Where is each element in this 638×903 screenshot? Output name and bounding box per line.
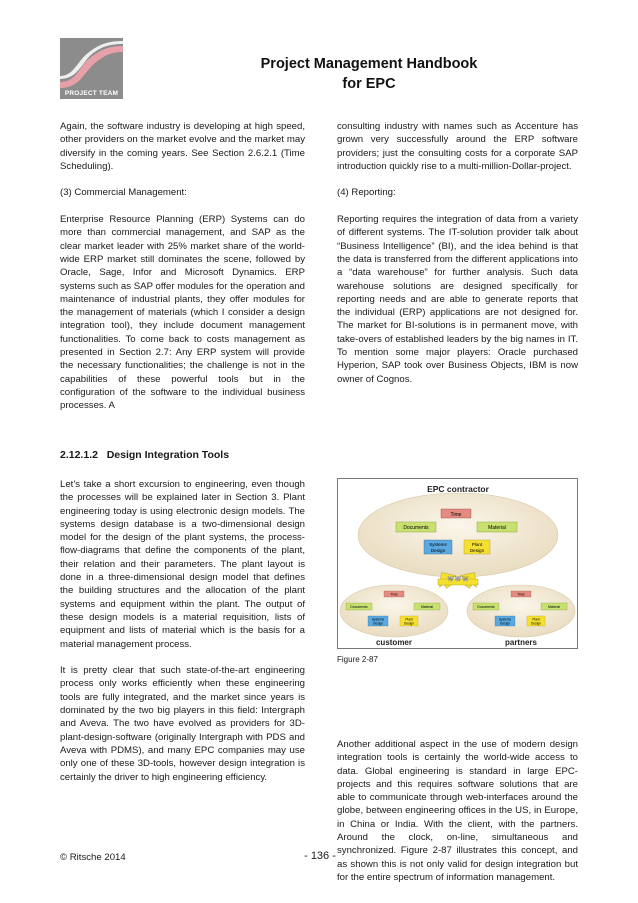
customer-systems-label-1: Systems xyxy=(371,617,385,622)
partners-label: partners xyxy=(504,638,538,647)
customer-systems-label-2: Design xyxy=(373,621,383,626)
logo-graphic xyxy=(60,38,123,89)
paragraph: It is pretty clear that such state-of-the-art engineering process only works efficiently when these engineering tools are fully integrated, and the market since years is dominated by the two big players in this field: Intergraph and Aveva. The two have evolved as providers for 3D-plant-design-software (originally Intergraph with PDS and Aveva with PDMS), and many EPC companies may use only one of these 3D-tools, however design integration is certainly the driver to high engineering efficiency. xyxy=(60,665,305,783)
figure-epc-diagram xyxy=(337,478,578,649)
plant-label-2: Design xyxy=(469,548,485,553)
paragraph: consulting industry with names such as Accenture has grown very successfully around the ERP software providers; just the consulting costs for a corporate SAP introduction quickly rise to a multi-million-Dollar-project. xyxy=(337,121,578,172)
customer-plant-label-2: Design xyxy=(404,621,414,626)
www-label: W W W xyxy=(447,577,469,583)
customer-time-label: Time xyxy=(390,592,398,597)
copyright: © Ritsche 2014 xyxy=(60,852,126,863)
page-number: - 136 - xyxy=(304,850,336,862)
partners-systems-label-2: Design xyxy=(500,621,510,626)
paragraph: Another additional aspect in the use of modern design integration tools is certainly the world-wide access to data. Global engineering is standard in large EPC-projects and this requires software solutions that are able to communicate through web-interfaces around the globe, between engineering offices in the US, in Europe, in China or India. With the client, with the partners. Around the clock, on-line, simultaneous and synchronized. Figure 2-87 illustrates this concept, and as shown this is not only valid for design integration but for the entire spectrum of information management. xyxy=(337,739,578,883)
paragraph: (4) Reporting: xyxy=(337,187,396,199)
systems-label-1: Systems xyxy=(429,542,447,547)
customer-plant-label-1: Plant xyxy=(405,617,413,622)
plant-label-1: Plant xyxy=(471,542,483,547)
figure-caption: Figure 2-87 xyxy=(337,655,378,664)
section-number: 2.12.1.2 xyxy=(60,449,98,461)
left-column-top xyxy=(60,120,305,426)
epc-disc xyxy=(358,493,558,577)
paragraph: Again, the software industry is developing at high speed, other providers on the market evolve and the market may diversify in the coming years. See Section 2.6.2.1 (Time Scheduling). xyxy=(60,121,305,172)
customer-documents-label: Documents xyxy=(350,605,368,609)
section-title: Design Integration Tools xyxy=(106,449,230,461)
paragraph: (3) Commercial Management: xyxy=(60,187,187,199)
project-team-logo xyxy=(60,38,123,99)
page-title xyxy=(200,54,538,94)
customer-label: customer xyxy=(375,638,413,647)
partners-plant-label-2: Design xyxy=(531,621,541,626)
epc-contractor-label: EPC contractor xyxy=(427,484,489,494)
documents-label: Documents xyxy=(403,525,429,531)
partners-material-label: Material xyxy=(547,605,561,609)
title-line-1: Project Management Handbook xyxy=(260,56,478,72)
title-line-2: for EPC xyxy=(342,76,396,92)
epc-diagram xyxy=(338,479,577,648)
logo-stripe-icon xyxy=(60,38,123,89)
partners-time-label: Time xyxy=(517,592,525,597)
paragraph: Enterprise Resource Planning (ERP) Systems can do more than commercial management, and SAP as the clear market leader with 25% market share of the world-wide ERP market still dominates the scene, followed by Oracle, Sage, Infor and Microsoft Dynamics. ERP systems such as SAP offer modules for the operation and maintenance of industrial plants, they offer modules for the management of materials (which I consider a design integration tool), they include document management functionalities. To come back to costs management as presented in Section 2.7: Any ERP system will provide the necessary functionalities; the challenge is not in the capabilities of these powerful tools but in the configuration of the software to the individual business processes. A xyxy=(60,214,305,412)
right-column-top xyxy=(337,120,578,399)
left-column-bottom xyxy=(60,478,305,797)
logo-text: PROJECT TEAM xyxy=(60,89,123,99)
customer-material-label: Material xyxy=(420,605,434,609)
partners-systems-label-1: Systems xyxy=(498,617,512,622)
partners-plant-label-1: Plant xyxy=(532,617,540,622)
time-label: Time xyxy=(450,512,462,518)
systems-label-2: Design xyxy=(430,548,446,553)
paragraph: Let’s take a short excursion to engineering, even though the processes will be explained later in Section 3. Plant engineering today is using electronic design models. The systems design database is a two-dimensional design model for the design of the plant systems, the process-flow-diagrams that define the components of the plant, their relation and their parameters. The plant layout is done in a three-dimensional design model that defines the building structures and the allocation of the plant systems and equipment within the plant. The output of these design models is a material requisition, lists of equipment and lists of material which is the basis for a material management process. xyxy=(60,479,305,650)
partners-documents-label: Documents xyxy=(477,605,495,609)
material-label: Material xyxy=(488,525,506,531)
right-column-bottom xyxy=(337,738,578,898)
paragraph: Reporting requires the integration of data from a variety of different systems. The IT-solution provider talk about “Business Intelligence” (BI), and the idea behind is that the data is transferred from the different applications into a “data warehouse” for further analysis. Such data warehouse solutions are designed specifically for reporting needs and are able to generate reports that the individual (ERP) applications are not designed for. The market for BI-solutions is in permanent move, with take-overs of established leaders by the big names in IT. To mention some major players: Oracle purchased Hyperion, SAP took over Business Objects, IBM is now owner of Cognos. xyxy=(337,214,578,385)
section-heading xyxy=(60,449,229,461)
